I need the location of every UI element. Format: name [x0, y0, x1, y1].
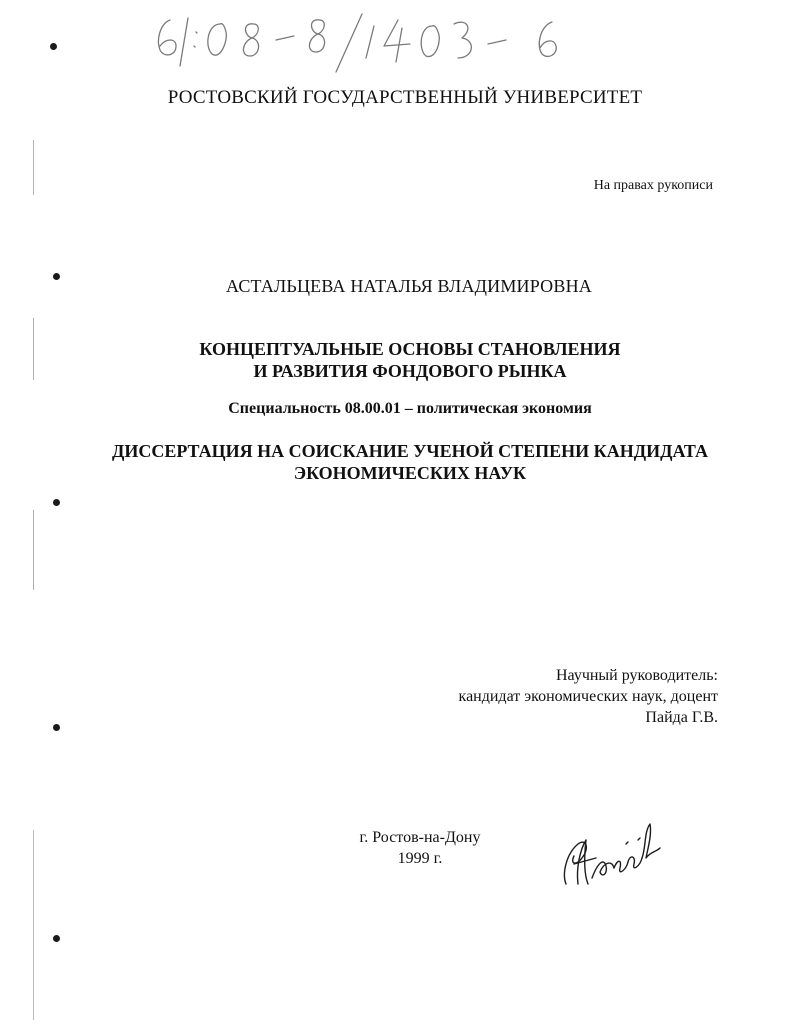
margin-scan-line — [33, 830, 34, 1020]
binding-hole-dot — [53, 724, 60, 731]
place-of-defense: г. Ростов-на-Дону — [359, 829, 481, 846]
margin-scan-line — [33, 510, 34, 590]
binding-hole-dot — [53, 499, 60, 506]
author-name: АСТАЛЬЦЕВА НАТАЛЬЯ ВЛАДИМИРОВНА — [226, 276, 592, 296]
degree-statement — [0, 440, 794, 484]
dissertation-title — [0, 338, 794, 382]
specialty-line: Специальность 08.00.01 – политическая экономия — [228, 400, 592, 417]
supervisor-block — [459, 665, 718, 728]
degree-statement-line-2: ЭКОНОМИЧЕСКИХ НАУК — [293, 463, 527, 483]
supervisor-rank: кандидат экономических наук, доцент — [458, 688, 718, 705]
university-name: РОСТОВСКИЙ ГОСУДАРСТВЕННЫЙ УНИВЕРСИТЕТ — [167, 87, 643, 108]
margin-scan-line — [33, 140, 34, 195]
supervisor-label: Научный руководитель: — [555, 667, 718, 684]
dissertation-title-line-1: КОНЦЕПТУАЛЬНЫЕ ОСНОВЫ СТАНОВЛЕНИЯ — [199, 339, 621, 359]
degree-statement-line-1: ДИССЕРТАЦИЯ НА СОИСКАНИЕ УЧЕНОЙ СТЕПЕНИ КАНДИДАТА — [111, 441, 709, 461]
place-and-year — [320, 827, 520, 869]
year-of-defense: 1999 г. — [397, 850, 443, 867]
manuscript-rights-note: На правах рукописи — [593, 178, 713, 193]
binding-hole-dot — [53, 935, 60, 942]
binding-hole-dot — [50, 43, 57, 50]
dissertation-title-line-2: И РАЗВИТИЯ ФОНДОВОГО РЫНКА — [253, 361, 567, 381]
supervisor-name: Пайда Г.В. — [645, 709, 718, 726]
handwritten-signature-icon — [556, 818, 671, 893]
archive-number-handwriting — [148, 6, 568, 76]
